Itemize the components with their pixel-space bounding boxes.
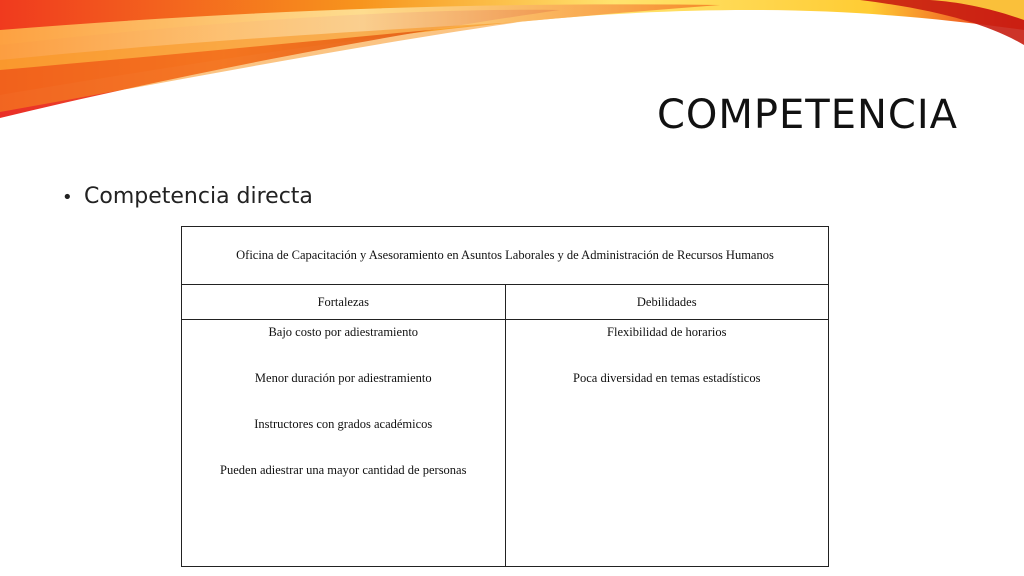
fortaleza-item: Instructores con grados académicos bbox=[254, 417, 433, 431]
fortaleza-item: Menor duración por adiestramiento bbox=[254, 371, 432, 385]
debilidades-cell bbox=[505, 320, 829, 567]
table-body-row bbox=[182, 320, 829, 567]
table-header-row bbox=[182, 227, 829, 285]
fortaleza-item: Bajo costo por adiestramiento bbox=[268, 325, 419, 339]
competition-table bbox=[181, 226, 829, 567]
debilidad-item: Flexibilidad de horarios bbox=[607, 325, 727, 339]
debilidad-item: Poca diversidad en temas estadísticos bbox=[573, 371, 761, 385]
table-column-header-row bbox=[182, 285, 829, 320]
fortaleza-item: Pueden adiestrar una mayor cantidad de personas bbox=[220, 463, 467, 477]
column-header-debilidades: Debilidades bbox=[505, 285, 829, 320]
bullet-item bbox=[62, 184, 313, 209]
bullet-text: Competencia directa bbox=[84, 184, 313, 209]
bullet-icon: • bbox=[62, 187, 73, 208]
slide-title: COMPETENCIA bbox=[656, 92, 958, 138]
table-header-cell: Oficina de Capacitación y Asesoramiento en Asuntos Laborales y de Administración de Recursos Humanos bbox=[182, 227, 829, 285]
fortalezas-cell bbox=[182, 320, 506, 567]
column-header-fortalezas: Fortalezas bbox=[182, 285, 506, 320]
